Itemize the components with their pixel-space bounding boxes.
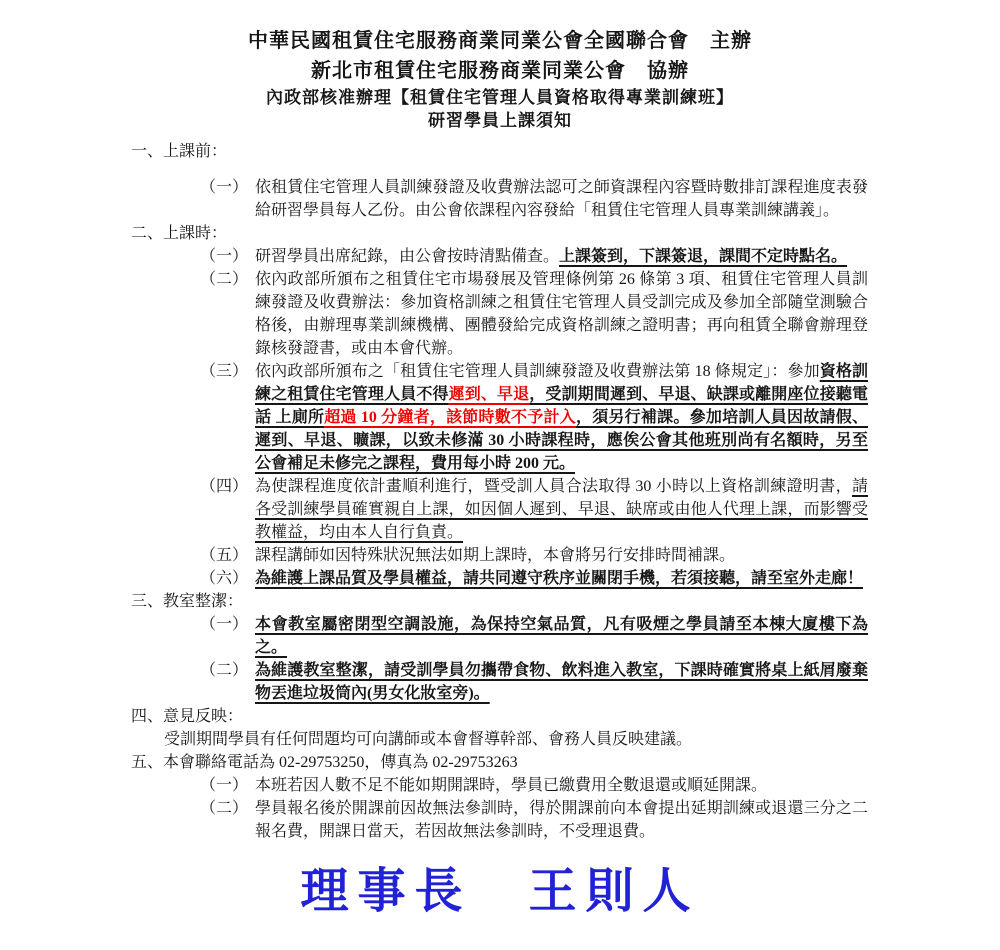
text-run: 超過 10 分鐘者，該節時數不予計入 bbox=[324, 409, 576, 426]
text-run: 本會教室屬密閉型空調設施，為保持空氣品質，凡有吸煙之學員請至本棟大廈樓下為之。 bbox=[255, 616, 868, 656]
text-run: 上課簽到，下課簽退，課間不定時點名。 bbox=[559, 248, 848, 265]
paragraph bbox=[131, 728, 868, 751]
item-marker: （一） bbox=[200, 777, 249, 794]
item-text bbox=[255, 176, 868, 222]
list-item bbox=[131, 567, 868, 590]
section-heading: 二、上課時： bbox=[131, 225, 228, 242]
list-item bbox=[131, 797, 868, 843]
list-item bbox=[131, 613, 868, 659]
item-marker: （一） bbox=[200, 616, 249, 633]
item-marker: （一） bbox=[200, 248, 249, 265]
item-marker: （二） bbox=[200, 662, 249, 679]
text-run: 依內政部所頒布之「租賃住宅管理人員訓練發證及收費辦法第 18 條規定」：參加 bbox=[255, 363, 820, 380]
text-run: 資格訓練之租賃住宅管理人員不得 bbox=[255, 363, 868, 403]
list-item bbox=[131, 176, 868, 222]
title-host-organizer: 中華民國租賃住宅服務商業同業公會全國聯合會 主辦 bbox=[248, 30, 752, 52]
item-text bbox=[255, 774, 868, 797]
item-text bbox=[255, 613, 868, 659]
section-heading: 五、本會聯絡電話為 02-29753250，傳真為 02-29753263 bbox=[131, 754, 518, 771]
item-text bbox=[255, 659, 868, 705]
section-heading: 四、意見反映： bbox=[131, 708, 244, 725]
item-text bbox=[255, 268, 868, 360]
item-text bbox=[255, 360, 868, 475]
item-marker: （五） bbox=[200, 547, 249, 564]
item-marker: （六） bbox=[200, 570, 249, 587]
title-notice-name: 研習學員上課須知 bbox=[428, 111, 572, 130]
item-marker: （二） bbox=[200, 800, 249, 817]
list-item bbox=[131, 360, 868, 475]
text-run: 依租賃住宅管理人員訓練發證及收費辦法認可之師資課程內容暨時數排訂課程進度表發給研習學員每人乙份。由公會依課程內容發給「租賃住宅管理人員專業訓練講義」。 bbox=[255, 179, 868, 219]
title-co-organizer: 新北市租賃住宅服務商業同業公會 協辦 bbox=[311, 60, 689, 82]
item-text bbox=[255, 567, 868, 590]
list-item bbox=[131, 544, 868, 567]
item-text bbox=[255, 245, 868, 268]
text-run: ，受訓期間遲到、早退、缺課或離開座位接聽電話 上廁所 bbox=[255, 386, 868, 426]
chairman-signature: 理事長 王則人 bbox=[300, 865, 700, 918]
item-marker: （四） bbox=[200, 478, 249, 495]
document-header bbox=[0, 0, 1000, 132]
document-body bbox=[131, 140, 868, 843]
section-heading: 一、上課前： bbox=[131, 143, 228, 160]
text-run: 研習學員出席紀錄，由公會按時清點備查。 bbox=[255, 248, 560, 265]
list-item bbox=[131, 245, 868, 268]
item-text bbox=[255, 475, 868, 544]
text-run: 遲到、早退 bbox=[448, 386, 530, 403]
list-item bbox=[131, 268, 868, 360]
text-run: ，須另行補課。參加培訓人員因故請假、遲到、早退、曠課，以致未修滿 30 小時課程時，應俟公會其他班別尚有名額時，另至公會補足未修完之課程，費用每小時 200 元。 bbox=[255, 409, 868, 472]
text-run: 本班若因人數不足不能如期開課時，學員已繳費用全數退還或順延開課。 bbox=[255, 777, 768, 794]
text-run: 依內政部所頒布之租賃住宅市場發展及管理條例第 26 條第 3 項、租賃住宅管理人員訓練發證及收費辦法：參加資格訓練之租賃住宅管理人員受訓完成及參加全部隨堂測驗合格後，由辦理專業訓練機構、團體發給完成資格訓練之證明書；再向租賃全聯會辦理登錄核發證書，或由本會代辦。 bbox=[255, 271, 868, 357]
item-marker: （一） bbox=[200, 179, 249, 196]
text-run: 學員報名後於開課前因故無法參訓時，得於開課前向本會提出延期訓練或退還三分之二報名費，開課日當天，若因故無法參訓時，不受理退費。 bbox=[255, 800, 868, 840]
text-run: 為維護上課品質及學員權益，請共同遵守秩序並關閉手機，若須接聽，請至室外走廊！ bbox=[255, 570, 864, 587]
text-run: 請各受訓練學員確實親自上課，如因個人遲到、早退、缺席或由他人代理上課，而影響受教權益，均由本人自行負責。 bbox=[255, 478, 868, 541]
title-course-name: 內政部核准辦理【租賃住宅管理人員資格取得專業訓練班】 bbox=[266, 88, 734, 107]
item-marker: （二） bbox=[200, 271, 249, 288]
list-item bbox=[131, 475, 868, 544]
text-run: 課程講師如因特殊狀況無法如期上課時，本會將另行安排時間補課。 bbox=[255, 547, 736, 564]
item-text bbox=[255, 797, 868, 843]
text-run: 為使課程進度依計畫順利進行，暨受訓人員合法取得 30 小時以上資格訓練證明書， bbox=[255, 478, 852, 495]
list-item bbox=[131, 659, 868, 705]
item-marker: （三） bbox=[200, 363, 249, 380]
section-heading: 三、教室整潔： bbox=[131, 593, 244, 610]
text-run: 為維護教室整潔，請受訓學員勿攜帶食物、飲料進入教室，下課時確實將桌上紙屑廢棄物丟進垃圾筒內(男女化妝室旁)。 bbox=[255, 662, 868, 702]
text-run: 受訓期間學員有任何問題均可向講師或本會督導幹部、會務人員反映建議。 bbox=[164, 731, 693, 748]
item-text bbox=[255, 544, 868, 567]
list-item bbox=[131, 774, 868, 797]
